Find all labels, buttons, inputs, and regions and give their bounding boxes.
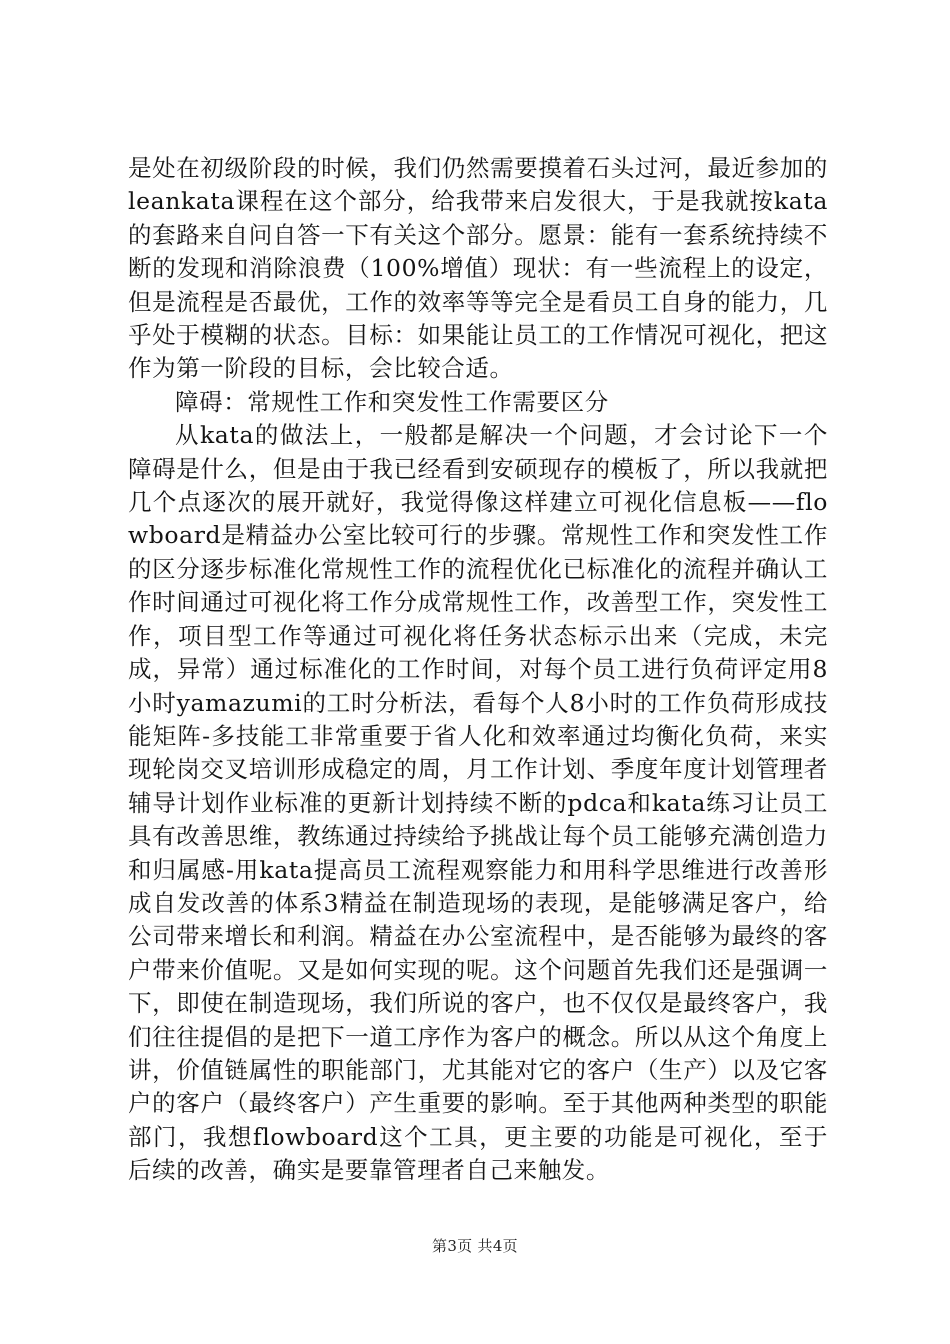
- paragraph-obstacle: 障碍：常规性工作和突发性工作需要区分: [175, 387, 609, 416]
- page-number: 第3页 共4页: [432, 1237, 518, 1255]
- paragraph-kata-approach: 从kata的做法上，一般都是解决一个问题，才会讨论下一个障碍是什么，但是由于我已经看到安硕现存的模板了，所以我就把几个点逐次的展开就好，我觉得像这样建立可视化信息板——flowboard是精益办公室比较可行的步骤。常规性工作和突发性工作的区分逐步标准化常规性工作的流程优化已标准化的流程并确认工作时间通过可视化将工作分成常规性工作，改善型工作，突发性工作，项目型工作等通过可视化将任务状态标示出来（完成，未完成，异常）通过标准化的工作时间，对每个员工进行负荷评定用8小时yamazumi的工时分析法，看每个人8小时的工作负荷形成技能矩阵-多技能工非常重要于省人化和效率通过均衡化负荷，来实现轮岗交叉培训形成稳定的周，月工作计划、季度年度计划管理者辅导计划作业标准的更新计划持续不断的pdca和kata练习让员工具有改善思维，教练通过持续给予挑战让每个员工能够充满创造力和归属感-用kata提高员工流程观察能力和用科学思维进行改善形成自发改善的体系3精益在制造现场的表现，是能够满足客户，给公司带来增长和利润。精益在办公室流程中，是否能够为最终的客户带来价值呢。又是如何实现的呢。这个问题首先我们还是强调一下，即使在制造现场，我们所说的客户，也不仅仅是最终客户，我们往往提倡的是把下一道工序作为客户的概念。所以从这个角度上讲，价值链属性的职能部门，尤其能对它的客户（生产）以及它客户的客户（最终客户）产生重要的影响。至于其他两种类型的职能部门，我想flowboard这个工具，更主要的功能是可视化，至于后续的改善，确实是要靠管理者自己来触发。: [128, 421, 828, 1185]
- paragraph-continuation: 是处在初级阶段的时候，我们仍然需要摸着石头过河，最近参加的leankata课程在这个部分，给我带来启发很大，于是我就按kata的套路来自问自答一下有关这个部分。愿景：能有一套系统持续不断的发现和消除浪费（100%增值）现状：有一些流程上的设定，但是流程是否最优，工作的效率等等完全是看员工自身的能力，几乎处于模糊的状态。目标：如果能让员工的工作情况可视化，把这作为第一阶段的目标，会比较合适。: [128, 154, 828, 383]
- document-body: [128, 152, 828, 1188]
- page-footer: [0, 1236, 950, 1256]
